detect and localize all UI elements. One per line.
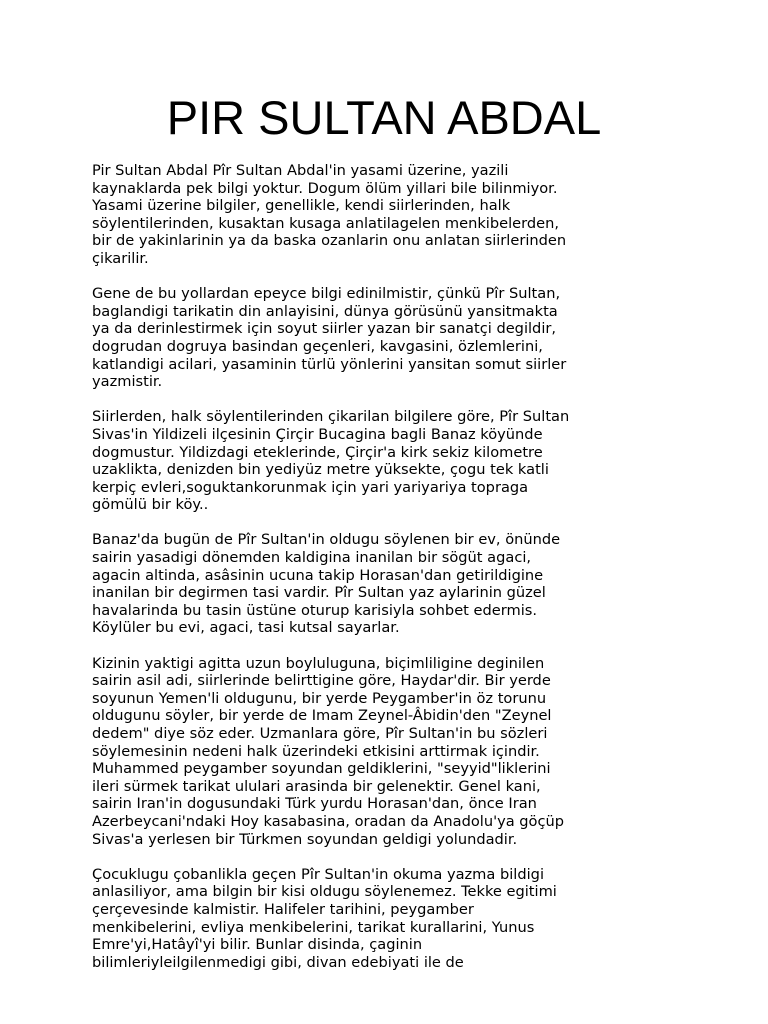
text-line: Sivas'a yerlesen bir Türkmen soyundan geldigi yolundadir. [92,830,518,848]
text-line: ileri sürmek tarikat ululari arasinda bir gelenektir. Genel kani, [92,777,541,795]
text-line: Banaz'da bugün de Pîr Sultan'in oldugu söylenen bir ev, önünde [92,531,561,549]
text-line: dedem" diye söz eder. Uzmanlara göre, Pîr Sultan'in bu sözleri [92,725,548,742]
text-line: katlandigi acilari, yasaminin türlü yönlerini yansitan somut siirler [92,355,567,373]
text-line: Yasami üzerine bilgiler, genellikle, kendi siirlerinden, halk [92,197,511,215]
text-line: kerpiç evleri,soguktankorunmak için yari yariyariya topraga [92,478,529,496]
text-line: bilimleriyleilgilenmedigi gibi, divan edebiyati ile de [92,953,464,971]
document-body [92,162,692,989]
text-line: Azerbeycani'ndaki Hoy kasabasina, oradan da Anadolu'ya göçüp [92,812,565,830]
text-line: anlasiliyor, ama bilgin bir kisi oldugu söylenemez. Tekke egitimi [92,883,557,901]
text-line: soyunun Yemen'li oldugunu, bir yerde Peygamber'in öz torunu [92,689,547,707]
text-line: baglandigi tarikatin din anlayisini, dünya görüsünü yansitmakta [92,302,558,320]
text-line: havalarinda bu tasin üstüne oturup karisiyla sohbet edermis. [92,601,538,619]
text-line: sairin Iran'in dogusundaki Türk yurdu Horasan'dan, önce Iran [92,795,537,813]
text-line: oldugunu söyler, bir yerde de Imam Zeynel-Âbidin'den "Zeynel [92,707,552,725]
text-line: söylentilerinden, kusaktan kusaga anlatilagelen menkibelerden, [92,214,560,232]
text-line: bir de yakinlarinin ya da baska ozanlarin onu anlatan siirlerinden [92,232,567,250]
text-line: Pir Sultan Abdal Pîr Sultan Abdal'in yasami üzerine, yazili [92,162,509,179]
text-line: Çocuklugu çobanlikla geçen Pîr Sultan'in okuma yazma bildigi [92,865,544,883]
text-line: çerçevesinde kalmistir. Halifeler tarihini, peygamber [92,900,474,918]
text-line: çikarilir. [92,249,149,267]
text-line: sairin yasadigi dönemden kaldigina inanilan bir sögüt agaci, [92,549,532,567]
paragraph-2 [92,285,692,391]
text-line: Sivas'in Yildizeli ilçesinin Çirçir Bucagina bagli Banaz köyünde [92,425,543,443]
text-line: dogrudan dogruya basindan geçenleri, kavgasini, özlemlerini, [92,337,543,355]
document-title: PIR SULTAN ABDAL [166,91,602,144]
text-line: sairin asil adi, siirlerinde belirttigine göre, Haydar'dir. Bir yerde [92,672,551,690]
text-line: uzaklikta, denizden bin yediyüz metre yüksekte, çogu tek katli [92,461,549,479]
text-line: söylemesinin nedeni halk üzerindeki etkisini arttirmak içindir. [92,742,540,760]
text-line: agacin altinda, asâsinin ucuna takip Horasan'dan getirildigine [92,566,544,584]
paragraph-3 [92,408,692,514]
paragraph-6 [92,866,692,972]
paragraph-4 [92,531,692,637]
paragraph-1 [92,162,692,268]
text-line: gömülü bir köy.. [92,496,209,514]
text-line: inanilan bir degirmen tasi vardir. Pîr Sultan yaz aylarinin güzel [92,584,546,602]
text-line: Köylüler bu evi, agaci, tasi kutsal sayarlar. [92,619,400,637]
text-line: Emre'yi,Hatâyî'yi bilir. Bunlar disinda, çaginin [92,936,423,954]
text-line: menkibelerini, evliya menkibelerini, tarikat kurallarini, Yunus [92,918,535,936]
text-line: yazmistir. [92,373,163,391]
text-line: kaynaklarda pek bilgi yoktur. Dogum ölüm yillari bile bilinmiyor. [92,179,558,197]
text-line: Siirlerden, halk söylentilerinden çikarilan bilgilere göre, Pîr Sultan [92,408,570,426]
text-line: Gene de bu yollardan epeyce bilgi edinilmistir, çünkü Pîr Sultan, [92,285,561,303]
text-line: ya da derinlestirmek için soyut siirler yazan bir sanatçi degildir, [92,320,557,338]
text-line: dogmustur. Yildizdagi eteklerinde, Çirçir'a kirk sekiz kilometre [92,443,543,461]
text-line: Kizinin yaktigi agitta uzun boyluluguna, biçimliligine deginilen [92,654,545,672]
paragraph-5 [92,655,692,849]
text-line: Muhammed peygamber soyundan geldiklerini, "seyyid"liklerini [92,760,551,778]
